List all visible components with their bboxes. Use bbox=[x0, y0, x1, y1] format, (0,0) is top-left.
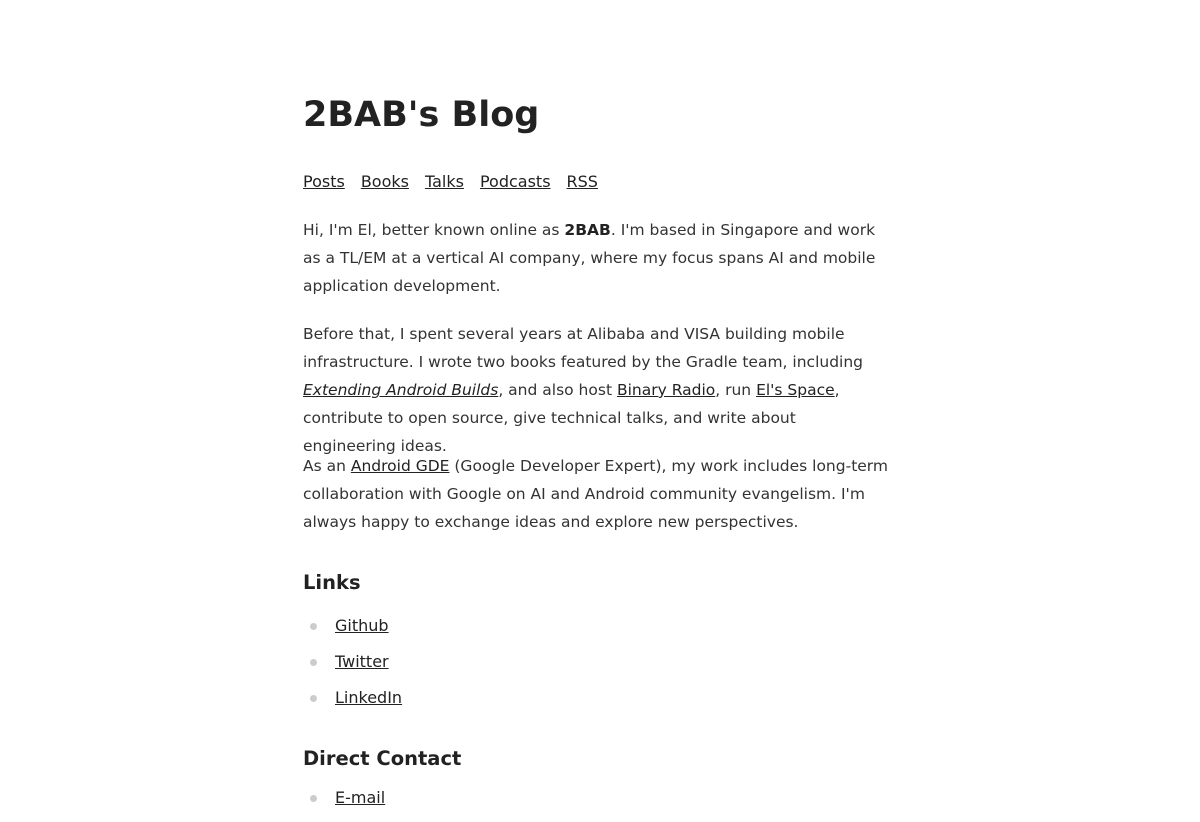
intro-paragraph-2 bbox=[303, 320, 893, 460]
nav-link-podcasts[interactable]: Podcasts bbox=[479, 172, 551, 191]
twitter-link[interactable]: Twitter bbox=[335, 652, 389, 671]
intro-text: (Google Developer Expert), my work includes long-term collaboration with Google on AI and Android community evangelism. I'm always happy to exchange ideas and explore new perspectives. bbox=[303, 457, 889, 531]
bullet-icon bbox=[310, 795, 317, 802]
nav-link-posts[interactable]: Posts bbox=[303, 172, 345, 191]
intro-text: Before that, I spent several years at Alibaba and VISA building mobile infrastructure. I wrote two books featured by the Gradle team, including bbox=[303, 325, 864, 371]
list-item bbox=[303, 686, 402, 722]
email-link[interactable]: E-mail bbox=[335, 788, 386, 807]
list-item bbox=[303, 614, 402, 650]
main-nav bbox=[303, 170, 598, 194]
intro-paragraph-1 bbox=[303, 216, 893, 300]
intro-text: . I'm based in Singapore and work as a TL/EM at a vertical AI company, where my focus spans AI and mobile application development. bbox=[303, 221, 876, 295]
book-link[interactable] bbox=[303, 381, 498, 399]
intro-paragraph-3 bbox=[303, 452, 893, 536]
list-item bbox=[303, 650, 402, 686]
contact-list bbox=[303, 786, 385, 822]
intro-text: , and also host bbox=[498, 381, 617, 399]
els-space-link[interactable]: El's Space bbox=[756, 381, 835, 399]
github-link[interactable]: Github bbox=[335, 616, 389, 635]
android-gde-link[interactable]: Android GDE bbox=[350, 457, 450, 475]
bullet-icon bbox=[310, 695, 317, 702]
book-title: Extending Android Builds bbox=[303, 381, 499, 399]
binary-radio-link[interactable]: Binary Radio bbox=[616, 381, 716, 399]
site-title: 2BAB's Blog bbox=[303, 95, 540, 135]
nav-link-books[interactable]: Books bbox=[360, 172, 409, 191]
intro-text: As an bbox=[303, 457, 351, 475]
list-item bbox=[303, 786, 385, 822]
intro-text: , contribute to open source, give technical talks, and write about engineering ideas. bbox=[303, 381, 840, 455]
nav-link-talks[interactable]: Talks bbox=[424, 172, 464, 191]
links-heading: Links bbox=[303, 571, 361, 594]
intro-text: , run bbox=[715, 381, 757, 399]
intro-text: Hi, I'm El, better known online as bbox=[303, 221, 565, 239]
bullet-icon bbox=[310, 659, 317, 666]
nav-link-rss[interactable]: RSS bbox=[566, 172, 598, 191]
links-list bbox=[303, 614, 402, 722]
direct-contact-heading: Direct Contact bbox=[303, 747, 462, 770]
bullet-icon bbox=[310, 623, 317, 630]
linkedin-link[interactable]: LinkedIn bbox=[335, 688, 403, 707]
author-handle: 2BAB bbox=[564, 221, 611, 239]
